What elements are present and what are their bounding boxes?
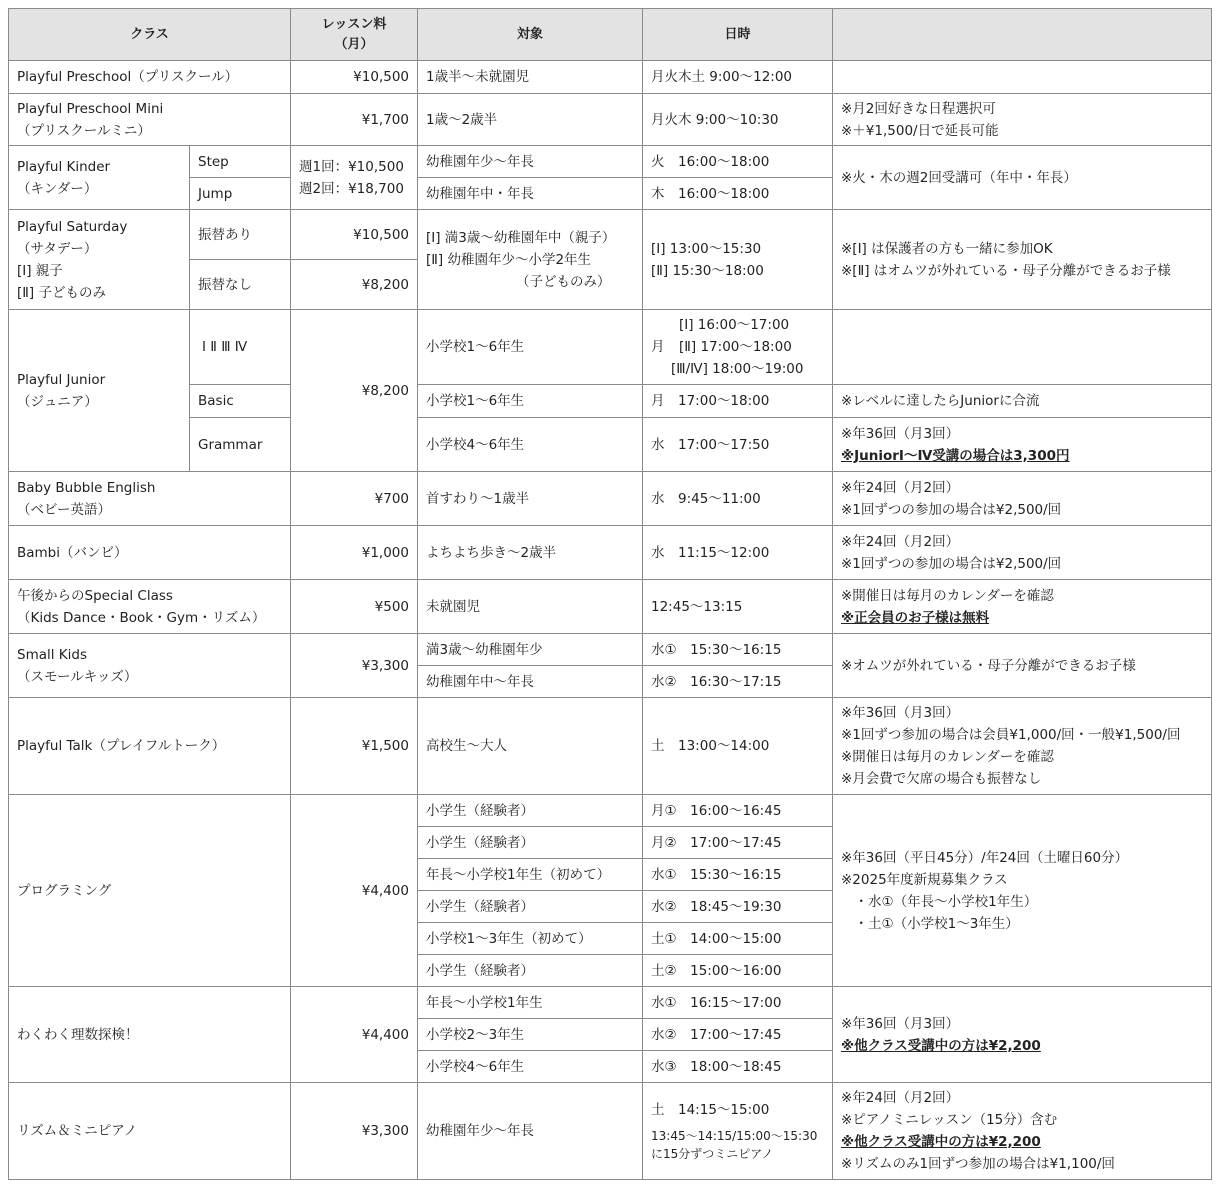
fee-line: 週1回：¥10,500 xyxy=(299,158,404,175)
notes xyxy=(833,310,1212,385)
class-name: Bambi（バンビ） xyxy=(9,526,291,580)
notes: ※火・木の週2回受講可（年中・年長） xyxy=(833,146,1212,210)
target: 小学校4〜6年生 xyxy=(418,1051,643,1083)
target: 小学生（経験者） xyxy=(418,955,643,987)
class-name: Playful Preschool（プリスクール） xyxy=(9,61,291,94)
target: 小学生（経験者） xyxy=(418,795,643,827)
notes xyxy=(833,580,1212,634)
class-name-line: （スモールキッズ） xyxy=(17,668,138,685)
notes xyxy=(833,698,1212,795)
header-notes xyxy=(833,9,1212,61)
schedule: 12:45〜13:15 xyxy=(643,580,833,634)
class-name: Playful Talk（プレイフルトーク） xyxy=(9,698,291,795)
fee: ¥10,500 xyxy=(291,210,418,260)
schedule: 月② 17:00〜17:45 xyxy=(643,827,833,859)
note-line: ※年24回（月2回） xyxy=(841,1090,960,1106)
table-row xyxy=(9,310,1212,385)
notes xyxy=(833,94,1212,146)
table-row xyxy=(9,526,1212,580)
class-name-line: Small Kids xyxy=(17,646,87,663)
fee: ¥3,300 xyxy=(291,634,418,698)
target: よちよち歩き〜2歳半 xyxy=(418,526,643,580)
table-row xyxy=(9,94,1212,146)
note-line-emphasis: ※他クラス受講中の方は¥2,200 xyxy=(841,1037,1041,1054)
fee: ¥4,400 xyxy=(291,795,418,987)
target-line: [Ⅱ] 幼稚園年少〜小学2年生 xyxy=(426,251,592,268)
target: 高校生〜大人 xyxy=(418,698,643,795)
fee: ¥1,500 xyxy=(291,698,418,795)
schedule: 土② 15:00〜16:00 xyxy=(643,955,833,987)
schedule: 土① 14:00〜15:00 xyxy=(643,923,833,955)
class-name-line: Playful Preschool Mini xyxy=(17,100,164,117)
table-row xyxy=(9,385,1212,418)
target: 幼稚園年中〜年長 xyxy=(418,666,643,698)
class-name-line: [Ⅰ] 親子 xyxy=(17,262,63,279)
target: 年長〜小学校1年生（初めて） xyxy=(418,859,643,891)
class-name xyxy=(9,146,190,210)
class-name-line: Playful Saturday xyxy=(17,218,128,235)
notes xyxy=(833,987,1212,1083)
schedule: 水② 16:30〜17:15 xyxy=(643,666,833,698)
schedule-line: 13:45〜14:15/15:00〜15:30 xyxy=(651,1129,818,1143)
note-line: ※年36回（平日45分）/年24回（土曜日60分） xyxy=(841,849,1129,866)
table-row xyxy=(9,1083,1212,1180)
header-class: クラス xyxy=(9,9,291,61)
fee: ¥700 xyxy=(291,472,418,526)
schedule-line: [Ⅲ/Ⅳ] 18:00〜19:00 xyxy=(671,361,804,377)
class-name: わくわく理数探検！ xyxy=(9,987,291,1083)
note-line: ※年36回（月3回） xyxy=(841,1015,960,1032)
note-line: ※1回ずつの参加の場合は¥2,500/回 xyxy=(841,555,1062,572)
notes: ※オムツが外れている・母子分離ができるお子様 xyxy=(833,634,1212,698)
schedule: 水① 15:30〜16:15 xyxy=(643,634,833,666)
schedule: 月火木 9:00〜10:30 xyxy=(643,94,833,146)
class-name-line: Playful Kinder xyxy=(17,158,111,175)
class-name-line: Baby Bubble English xyxy=(17,479,156,496)
target: 小学生（経験者） xyxy=(418,827,643,859)
table-row xyxy=(9,61,1212,94)
schedule: 月 17:00〜18:00 xyxy=(643,385,833,418)
fee: ¥8,200 xyxy=(291,260,418,310)
schedule-line: [Ⅰ] 16:00〜17:00 xyxy=(679,317,790,333)
fee: ¥4,400 xyxy=(291,987,418,1083)
target: 1歳〜2歳半 xyxy=(418,94,643,146)
target: 首すわり〜1歳半 xyxy=(418,472,643,526)
schedule: 月火木土 9:00〜12:00 xyxy=(643,61,833,94)
note-line: ※年36回（月3回） xyxy=(841,425,960,442)
target: 1歳半〜未就園児 xyxy=(418,61,643,94)
notes xyxy=(833,418,1212,472)
fee-line: 週2回：¥18,700 xyxy=(299,180,404,197)
fee: ¥500 xyxy=(291,580,418,634)
fee: ¥1,700 xyxy=(291,94,418,146)
schedule: 水② 17:00〜17:45 xyxy=(643,1019,833,1051)
sub-class: Basic xyxy=(190,385,291,418)
target: 幼稚園年少〜年長 xyxy=(418,1083,643,1180)
table-row xyxy=(9,146,1212,178)
schedule: 水① 16:15〜17:00 xyxy=(643,987,833,1019)
note-line-emphasis: ※正会員のお子様は無料 xyxy=(841,609,990,626)
note-line: ・土①（小学校1〜3年生） xyxy=(841,915,1019,932)
note-line: ※年24回（月2回） xyxy=(841,479,960,496)
schedule xyxy=(643,310,833,385)
class-name-line: （ジュニア） xyxy=(17,393,98,410)
table-row xyxy=(9,472,1212,526)
target: 幼稚園年中・年長 xyxy=(418,178,643,210)
target: 小学生（経験者） xyxy=(418,891,643,923)
note-line-emphasis: ※他クラス受講中の方は¥2,200 xyxy=(841,1134,1041,1150)
schedule-table-container xyxy=(8,8,1212,1180)
schedule-line: [Ⅱ] 17:00〜18:00 xyxy=(679,339,792,355)
note-line: ※年36回（月3回） xyxy=(841,705,960,721)
schedule-line: [Ⅰ] 13:00〜15:30 xyxy=(651,240,762,257)
sub-class: Step xyxy=(190,146,291,178)
sub-class: Ⅰ Ⅱ Ⅲ Ⅳ xyxy=(190,310,291,385)
fee: ¥1,000 xyxy=(291,526,418,580)
fee xyxy=(291,146,418,210)
table-row xyxy=(9,795,1212,827)
sub-class: Grammar xyxy=(190,418,291,472)
sub-class: 振替なし xyxy=(190,260,291,310)
class-name xyxy=(9,310,190,472)
class-name: リズム＆ミニピアノ xyxy=(9,1083,291,1180)
schedule xyxy=(643,1083,833,1180)
class-name-line: （Kids Dance・Book・Gym・リズム） xyxy=(17,609,266,626)
target: 幼稚園年少〜年長 xyxy=(418,146,643,178)
target: 小学校2〜3年生 xyxy=(418,1019,643,1051)
target-line: （子どものみ） xyxy=(516,273,611,290)
header-fee-sub: （月） xyxy=(334,36,374,52)
table-row xyxy=(9,418,1212,472)
class-schedule-table xyxy=(8,8,1212,1180)
class-name xyxy=(9,472,291,526)
class-name-line: 午後からのSpecial Class xyxy=(17,587,173,604)
target: 小学校1〜3年生（初めて） xyxy=(418,923,643,955)
class-name-line: （ベビー英語） xyxy=(17,501,111,518)
note-line: ※1回ずつの参加の場合は¥2,500/回 xyxy=(841,501,1062,518)
header-target: 対象 xyxy=(418,9,643,61)
class-name: プログラミング xyxy=(9,795,291,987)
fee: ¥3,300 xyxy=(291,1083,418,1180)
notes xyxy=(833,1083,1212,1180)
note-line-emphasis: ※JuniorⅠ〜Ⅳ受講の場合は3,300円 xyxy=(841,447,1070,464)
fee: ¥10,500 xyxy=(291,61,418,94)
notes: ※レベルに達したらJuniorに合流 xyxy=(833,385,1212,418)
table-row xyxy=(9,210,1212,260)
notes xyxy=(833,472,1212,526)
target: 小学校4〜6年生 xyxy=(418,418,643,472)
sub-class: 振替あり xyxy=(190,210,291,260)
table-row xyxy=(9,987,1212,1019)
schedule: 水③ 18:00〜18:45 xyxy=(643,1051,833,1083)
schedule: 月① 16:00〜16:45 xyxy=(643,795,833,827)
target xyxy=(418,210,643,310)
note-line: ※＋¥1,500/日で延長可能 xyxy=(841,122,999,139)
target: 小学校1〜6年生 xyxy=(418,310,643,385)
notes xyxy=(833,795,1212,987)
class-name-line: （プリスクールミニ） xyxy=(17,122,151,139)
schedule: 木 16:00〜18:00 xyxy=(643,178,833,210)
schedule-line: 土 14:15〜15:00 xyxy=(651,1102,770,1118)
class-name-line: Playful Junior xyxy=(17,371,106,388)
header-fee xyxy=(291,9,418,61)
schedule-line: に15分ずつミニピアノ xyxy=(651,1147,774,1161)
note-line: ※リズムのみ1回ずつ参加の場合は¥1,100/回 xyxy=(841,1156,1115,1172)
notes xyxy=(833,210,1212,310)
schedule xyxy=(643,210,833,310)
target: 未就園児 xyxy=(418,580,643,634)
schedule: 水② 18:45〜19:30 xyxy=(643,891,833,923)
schedule: 水① 15:30〜16:15 xyxy=(643,859,833,891)
target: 小学校1〜6年生 xyxy=(418,385,643,418)
note-line: ※ピアノミニレッスン（15分）含む xyxy=(841,1112,1058,1128)
note-line: ※開催日は毎月のカレンダーを確認 xyxy=(841,587,1054,604)
target: 満3歳〜幼稚園年少 xyxy=(418,634,643,666)
schedule: 火 16:00〜18:00 xyxy=(643,146,833,178)
schedule: 水 11:15〜12:00 xyxy=(643,526,833,580)
target-line: [Ⅰ] 満3歳〜幼稚園年中（親子） xyxy=(426,229,616,246)
schedule-day: 月 xyxy=(651,339,665,355)
schedule: 水 9:45〜11:00 xyxy=(643,472,833,526)
notes xyxy=(833,526,1212,580)
header-fee-label: レッスン料 xyxy=(321,16,387,32)
note-line: ・水①（年長〜小学校1年生） xyxy=(841,893,1038,910)
sub-class: Jump xyxy=(190,178,291,210)
class-name-line: （キンダー） xyxy=(17,180,98,197)
class-name-line: （サタデー） xyxy=(17,240,98,257)
notes xyxy=(833,61,1212,94)
note-line: ※月会費で欠席の場合も振替なし xyxy=(841,771,1042,787)
header-row xyxy=(9,9,1212,61)
class-name xyxy=(9,94,291,146)
table-row xyxy=(9,580,1212,634)
class-name xyxy=(9,580,291,634)
header-schedule: 日時 xyxy=(643,9,833,61)
class-name xyxy=(9,210,190,310)
note-line: ※1回ずつ参加の場合は会員¥1,000/回・一般¥1,500/回 xyxy=(841,727,1181,743)
note-line: ※2025年度新規募集クラス xyxy=(841,871,1008,888)
class-name-line: [Ⅱ] 子どものみ xyxy=(17,284,106,301)
note-line: ※年24回（月2回） xyxy=(841,533,960,550)
schedule: 土 13:00〜14:00 xyxy=(643,698,833,795)
schedule: 水 17:00〜17:50 xyxy=(643,418,833,472)
note-line: ※月2回好きな日程選択可 xyxy=(841,100,996,117)
note-line: ※開催日は毎月のカレンダーを確認 xyxy=(841,749,1054,765)
table-row xyxy=(9,698,1212,795)
class-name xyxy=(9,634,291,698)
fee: ¥8,200 xyxy=(291,310,418,472)
table-row xyxy=(9,634,1212,666)
note-line: ※[Ⅱ] はオムツが外れている・母子分離ができるお子様 xyxy=(841,262,1171,279)
schedule-line: [Ⅱ] 15:30〜18:00 xyxy=(651,262,764,279)
target: 年長〜小学校1年生 xyxy=(418,987,643,1019)
note-line: ※[Ⅰ] は保護者の方も一緒に参加OK xyxy=(841,240,1053,257)
